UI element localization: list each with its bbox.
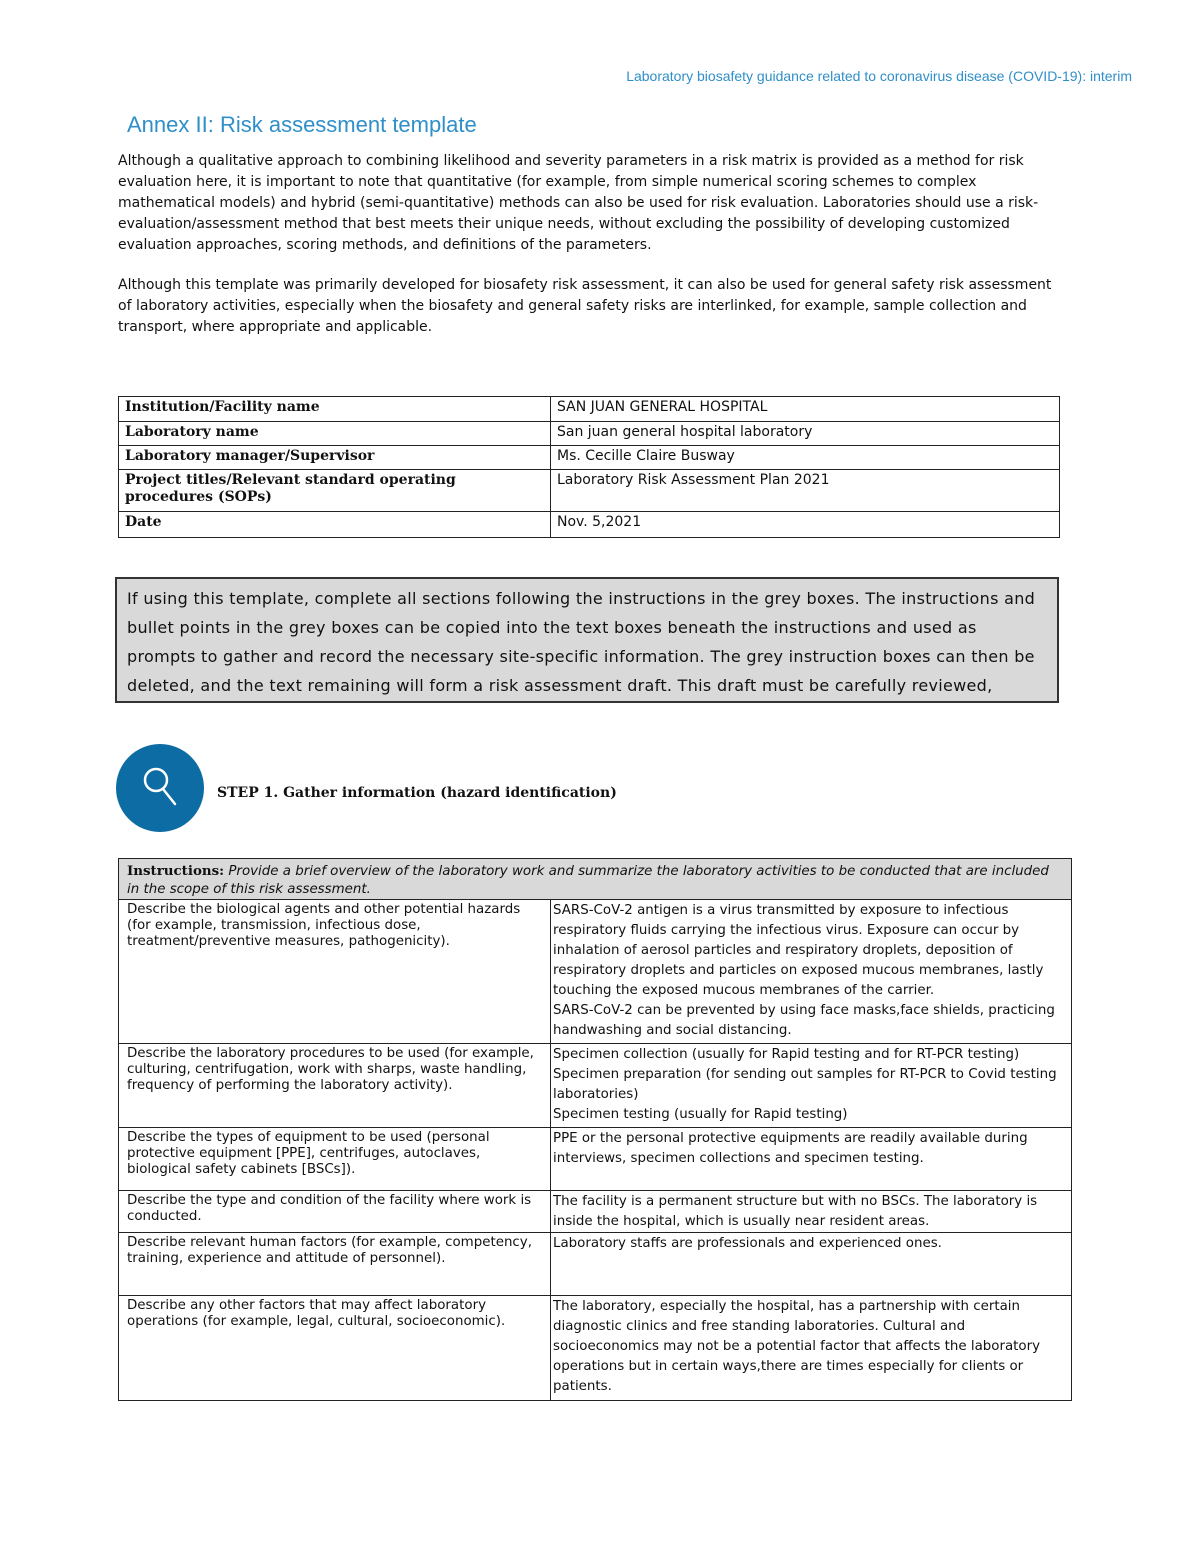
question-cell: Describe the laboratory procedures to be used (for example, culturing, centrifugation, work with sharps, waste handling, frequency of performing the laboratory activity).	[119, 1044, 551, 1128]
info-value: SAN JUAN GENERAL HOSPITAL	[551, 397, 1060, 422]
instructions-text: Provide a brief overview of the laboratory work and summarize the laboratory activities to be conducted that are included in the scope of this risk assessment.	[127, 864, 1049, 897]
info-row	[119, 512, 1060, 538]
table-row	[119, 1233, 1072, 1296]
instructions-label: Instructions:	[127, 863, 225, 879]
question-cell: Describe the type and condition of the facility where work is conducted.	[119, 1191, 551, 1233]
question-cell: Describe the types of equipment to be used (personal protective equipment [PPE], centrifuges, autoclaves, biological safety cabinets [BSCs]).	[119, 1128, 551, 1191]
info-value: San juan general hospital laboratory	[551, 422, 1060, 446]
table-row	[119, 1296, 1072, 1401]
answer-cell	[551, 900, 1072, 1044]
answer-cell	[551, 1128, 1072, 1191]
info-row	[119, 397, 1060, 422]
info-label: Institution/Facility name	[119, 397, 551, 422]
info-label: Project titles/Relevant standard operating procedures (SOPs)	[119, 470, 551, 512]
question-cell: Describe relevant human factors (for example, competency, training, experience and attitude of personnel).	[119, 1233, 551, 1296]
info-label: Laboratory name	[119, 422, 551, 446]
info-value: Laboratory Risk Assessment Plan 2021	[551, 470, 1060, 512]
question-cell: Describe any other factors that may affect laboratory operations (for example, legal, cultural, socioeconomic).	[119, 1296, 551, 1401]
answer-cell	[551, 1233, 1072, 1296]
info-label: Laboratory manager/Supervisor	[119, 446, 551, 470]
answer-line: SARS-CoV-2 can be prevented by using face masks,face shields, practicing handwashing and social distancing.	[553, 1003, 1055, 1038]
info-label: Date	[119, 512, 551, 538]
instructions-row	[119, 859, 1072, 900]
table-row	[119, 1044, 1072, 1128]
answer-cell	[551, 1191, 1072, 1233]
answer-line: PPE or the personal protective equipments are readily available during interviews, specimen collections and specimen testing.	[553, 1131, 1028, 1166]
question-cell: Describe the biological agents and other potential hazards (for example, transmission, infectious dose, treatment/preventive measures, pathogenicity).	[119, 900, 551, 1044]
gather-information-table	[118, 858, 1072, 1401]
answer-line: Specimen testing (usually for Rapid testing)	[553, 1107, 848, 1122]
step1-icon-circle	[116, 744, 204, 832]
table-row	[119, 1191, 1072, 1233]
magnifier-icon	[116, 744, 204, 832]
info-row	[119, 422, 1060, 446]
intro-paragraph-2: Although this template was primarily developed for biosafety risk assessment, it can also be used for general safety risk assessment of laboratory activities, especially when the biosafety and general safety risks are interlinked, for example, sample collection and transport, where appropriate and applicable.	[118, 277, 1052, 335]
facility-info-table	[118, 396, 1060, 538]
answer-cell	[551, 1296, 1072, 1401]
answer-line: Specimen collection (usually for Rapid testing and for RT-PCR testing)	[553, 1047, 1020, 1062]
answer-line: Specimen preparation (for sending out samples for RT-PCR to Covid testing laboratories)	[553, 1067, 1057, 1102]
info-row	[119, 446, 1060, 470]
step1-title: STEP 1. Gather information (hazard identification)	[217, 785, 617, 801]
table-row	[119, 1128, 1072, 1191]
answer-cell	[551, 1044, 1072, 1128]
answer-line: Laboratory staffs are professionals and experienced ones.	[553, 1236, 942, 1251]
info-value: Nov. 5,2021	[551, 512, 1060, 538]
info-value: Ms. Cecille Claire Busway	[551, 446, 1060, 470]
section-title: Annex II: Risk assessment template	[127, 112, 477, 137]
instructions-cell	[119, 859, 1072, 900]
info-row	[119, 470, 1060, 512]
running-header: Laboratory biosafety guidance related to coronavirus disease (COVID-19): interim	[626, 68, 1132, 84]
instruction-box: If using this template, complete all sections following the instructions in the grey boxes. The instructions and bullet points in the grey boxes can be copied into the text boxes beneath the instructions and used as prompts to gather and record the necessary site-specific information. The grey instruction boxes can then be deleted, and the text remaining will form a risk assessment draft. This draft must be carefully reviewed,	[115, 577, 1059, 703]
answer-line: The laboratory, especially the hospital, has a partnership with certain diagnostic clinics and free standing laboratories. Cultural and socioeconomics may not be a potential factor that affects the laboratory operations but in certain ways,there are times especially for clients or patients.	[553, 1299, 1041, 1394]
table-row	[119, 900, 1072, 1044]
answer-line: The facility is a permanent structure but with no BSCs. The laboratory is inside the hospital, which is usually near resident areas.	[553, 1194, 1038, 1229]
intro-paragraph-1: Although a qualitative approach to combining likelihood and severity parameters in a risk matrix is provided as a method for risk evaluation here, it is important to note that quantitative (for example, from simple numerical scoring schemes to complex mathematical models) and hybrid (semi-quantitative) methods can also be used for risk evaluation. Laboratories should use a risk-evaluation/assessment method that best meets their unique needs, without excluding the possibility of developing customized evaluation approaches, scoring methods, and definitions of the parameters.	[118, 153, 1039, 253]
answer-line: SARS-CoV-2 antigen is a virus transmitted by exposure to infectious respiratory fluids carrying the infectious virus. Exposure can occur by inhalation of aerosol particles and respiratory droplets, deposition of respiratory droplets and particles on exposed mucous membranes, lastly touching the exposed mucous membranes of the carrier.	[553, 903, 1044, 998]
